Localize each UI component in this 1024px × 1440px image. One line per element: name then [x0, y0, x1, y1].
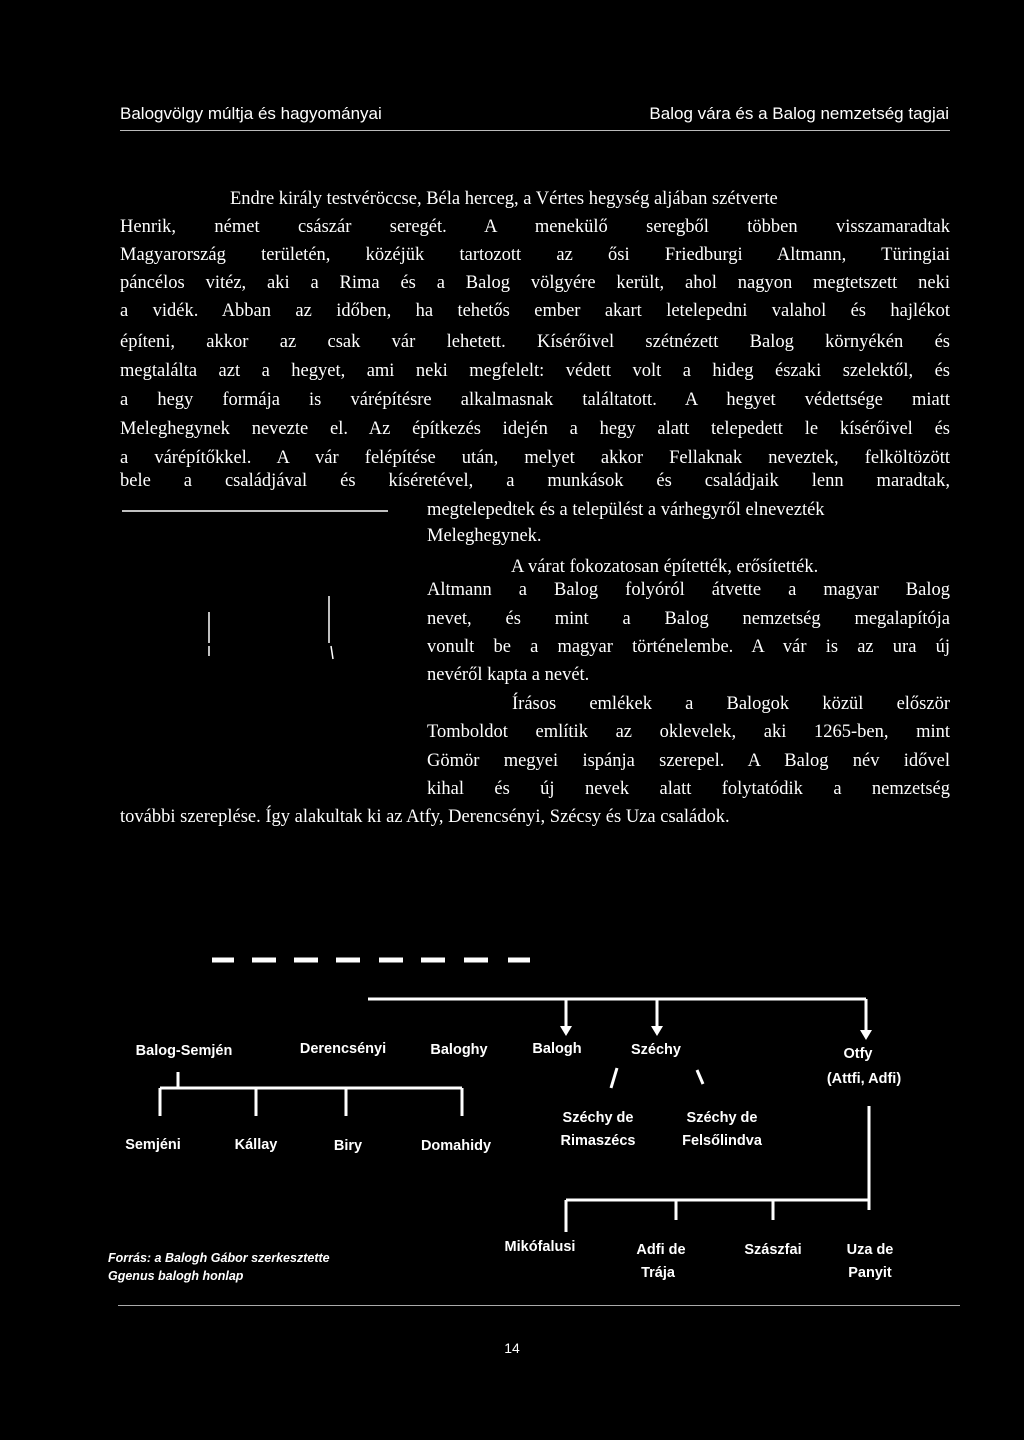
- text-line: a hegy formája is várépítésre alkalmasnak találtatott. A hegyet védettsége miatt: [120, 390, 950, 410]
- text-line: megtalálta azt a hegyet, ami neki megfelelt: védett volt a hideg északi szelektől, és: [120, 361, 950, 381]
- running-header-left: Balogvölgy múltja és hagyományai: [120, 104, 382, 123]
- text-line: A várat fokozatosan építették, erősítették.: [511, 557, 819, 577]
- source-note: [108, 1249, 330, 1285]
- text-line: vonult be a magyar történelembe. A vár is az ura új: [427, 637, 950, 657]
- text-line: megtelepedtek és a települést a várhegyről elnevezték: [427, 500, 825, 520]
- text-line: a várépítőkkel. A vár felépítése után, melyet akkor Fellaknak neveztek, felköltözött: [120, 448, 950, 468]
- source-line-1: Forrás: a Balogh Gábor szerkesztette: [108, 1251, 330, 1265]
- tree-arrowheads: [560, 1026, 872, 1040]
- family-adfi-de: Adfi de: [636, 1242, 686, 1258]
- footer-rule: [118, 1305, 960, 1306]
- family-szaszfai: Szászfai: [744, 1242, 802, 1258]
- family-mikofalusi: Mikófalusi: [504, 1239, 576, 1255]
- vertical-mark: [331, 646, 333, 659]
- text-line: Magyarország területén, közéjük tartozott az ősi Friedburgi Altmann, Türingiai: [120, 245, 950, 265]
- text-line: Meleghegynek nevezte el. Az építkezés idején a hegy alatt telepedett le kísérőivel és: [120, 419, 950, 439]
- family-balogh: Balogh: [532, 1041, 582, 1057]
- family-semjeni: Semjéni: [125, 1137, 181, 1153]
- text-line: bele a családjával és kíséretével, a munkások és családjaik lenn maradtak,: [120, 471, 950, 491]
- family-panyit: Panyit: [848, 1265, 892, 1281]
- family-otfy: Otfy: [843, 1046, 873, 1062]
- family-derencsenyi: Derencsényi: [299, 1041, 387, 1057]
- family-kallay: Kállay: [234, 1137, 278, 1153]
- family-baloghy: Baloghy: [430, 1042, 488, 1058]
- family-uza-de: Uza de: [846, 1242, 894, 1258]
- family-balog-semjen: Balog-Semjén: [135, 1043, 233, 1059]
- page-number: 14: [504, 1340, 520, 1356]
- text-line: páncélos vitéz, aki a Rima és a Balog völgyére került, ahol nagyon megtetszett neki: [120, 273, 950, 293]
- text-line: építeni, akkor az csak vár lehetett. Kísérőivel szétnézett Balog környékén és: [120, 332, 950, 352]
- family-felsolindva: Felsőlindva: [682, 1133, 762, 1149]
- family-szechy-de-1: Széchy de: [562, 1110, 634, 1126]
- text-line: Henrik, német császár seregét. A menekülő seregből többen visszamaradtak: [120, 217, 950, 237]
- text-line: kihal és új nevek alatt folytatódik a nemzetség: [427, 779, 950, 799]
- family-traja: Trája: [641, 1265, 675, 1281]
- text-line: Gömör megyei ispánja szerepel. A Balog név idővel: [427, 751, 950, 771]
- text-line: Meleghegynek.: [427, 526, 542, 546]
- text-line: a vidék. Abban az időben, ha tehetős ember akart letelepedni valahol és hajlékot: [120, 301, 950, 321]
- tree-lines: [160, 999, 869, 1232]
- running-header-right: Balog vára és a Balog nemzetség tagjai: [649, 104, 949, 123]
- family-domahidy: Domahidy: [420, 1138, 492, 1154]
- text-line: nevet, és mint a Balog nemzetség megalapítója: [427, 609, 950, 629]
- text-line: Írásos emlékek a Balogok közül először: [512, 694, 950, 714]
- family-szechy-de-2: Széchy de: [686, 1110, 758, 1126]
- family-szechy: Széchy: [631, 1042, 681, 1058]
- text-line: további szereplése. Így alakultak ki az Atfy, Derencsényi, Szécsy és Uza családok.: [120, 807, 730, 827]
- family-otfy-variant: (Attfi, Adfi): [826, 1071, 902, 1087]
- family-biry: Biry: [333, 1138, 363, 1154]
- text-line: nevéről kapta a nevét.: [427, 665, 590, 685]
- family-rimaszecs: Rimaszécs: [560, 1133, 636, 1149]
- text-line: Tomboldot említik az oklevelek, aki 1265-ben, mint: [427, 722, 950, 742]
- text-line: Endre király testvéröccse, Béla herceg, a Vértes hegység aljában szétverte: [230, 189, 778, 209]
- source-line-2: Ggenus balogh honlap: [108, 1269, 244, 1283]
- text-line: Altmann a Balog folyóról átvette a magyar Balog: [427, 580, 950, 600]
